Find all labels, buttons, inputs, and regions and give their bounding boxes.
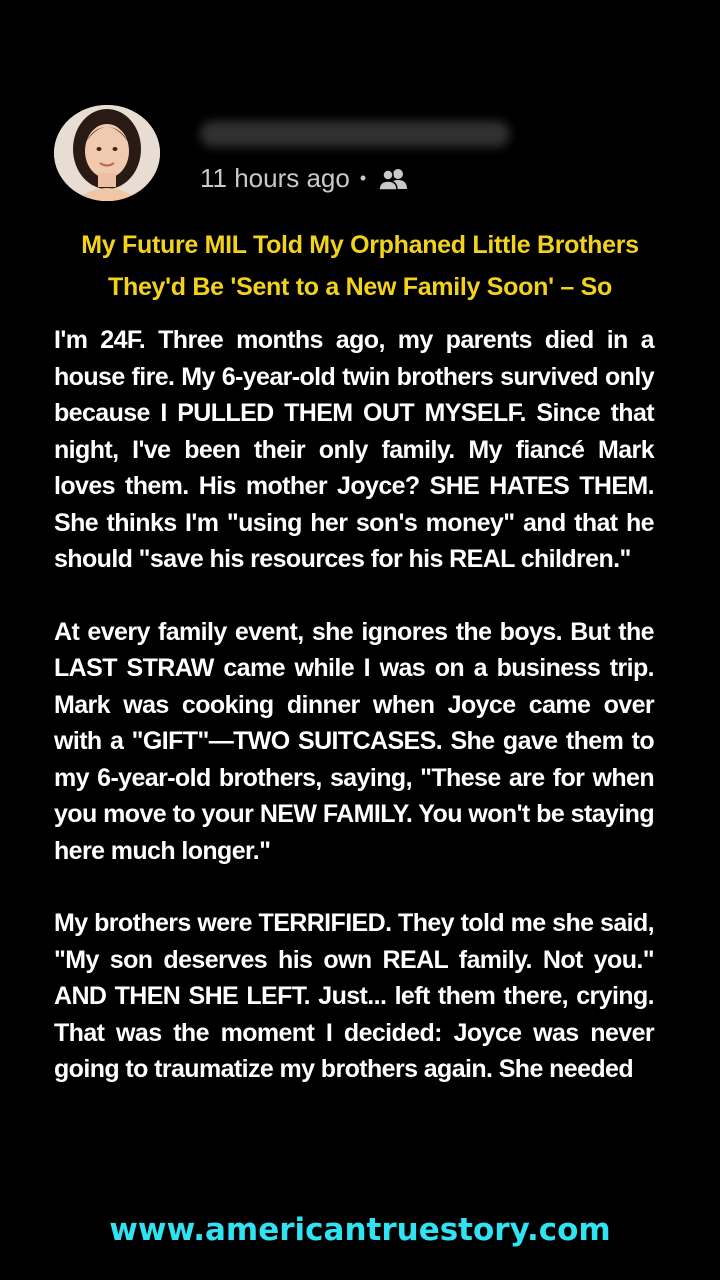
avatar-portrait xyxy=(54,105,160,201)
story-body xyxy=(54,322,654,1124)
author-name[interactable] xyxy=(200,121,328,147)
story-paragraph: I'm 24F. Three months ago, my parents died in a house fire. My 6-year-old twin brothers survived only because I PULLED THEM OUT MYSELF. Since that night, I've been their only family. My fiancé Mark loves them. His mother Joyce? SHE HATES THEM. She thinks I'm "using her son's money" and that he should "save his resources for his REAL children." xyxy=(54,326,654,573)
avatar[interactable] xyxy=(54,105,160,201)
friends-icon xyxy=(376,167,410,191)
story-paragraph: My brothers were TERRIFIED. They told me she said, "My son deserves his own REAL family. Not you." AND THEN SHE LEFT. Just... left them there, crying. That was the moment I decided: Joyce was never going to traumatize my brothers again. She needed xyxy=(54,909,654,1083)
meta-separator: • xyxy=(359,168,367,188)
story-paragraph: At every family event, she ignores the boys. But the LAST STRAW came while I was on a business trip. Mark was cooking dinner when Joyce came over with a "GIFT"—TWO SUITCASES. She gave them to my 6-year-old brothers, saying, "These are for when you move to your NEW FAMILY. You won't be staying here much longer." xyxy=(54,617,654,865)
post-header xyxy=(54,105,674,205)
site-url-link[interactable]: www.americantruestory.com xyxy=(109,1212,611,1248)
post-title: My Future MIL Told My Orphaned Little Brothers They'd Be 'Sent to a New Family Soon' – So xyxy=(81,231,639,301)
post-time[interactable]: 11 hours ago xyxy=(200,163,350,193)
post-meta xyxy=(200,163,410,194)
